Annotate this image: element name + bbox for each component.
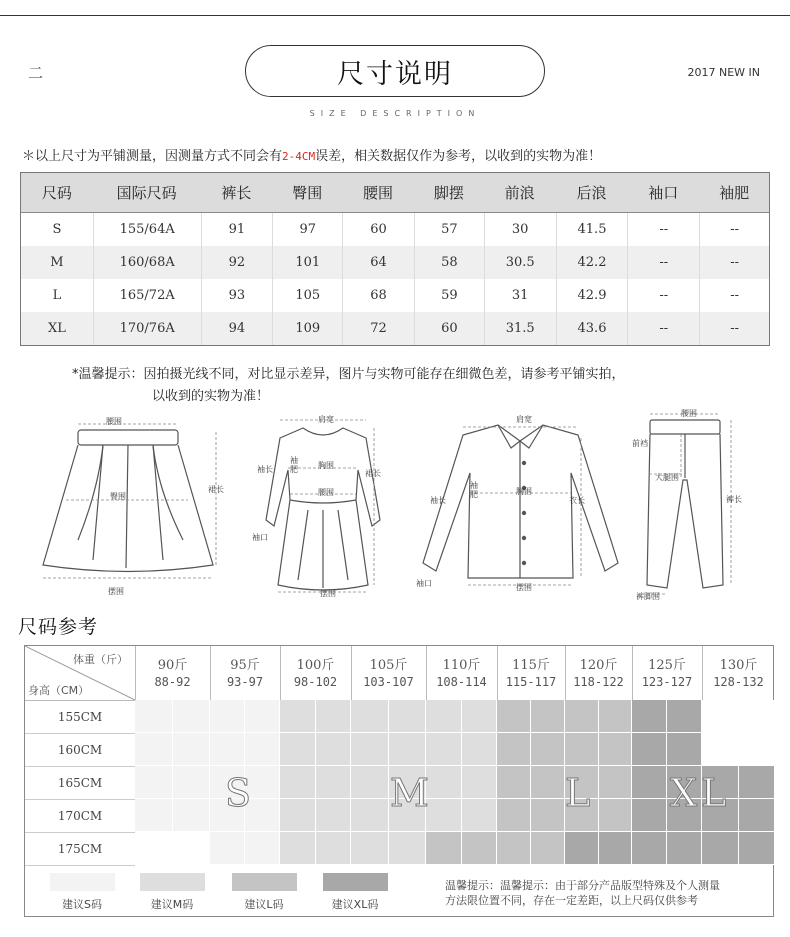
size-table-header-cell: 袖口 xyxy=(648,184,679,202)
note-text-end: 误差，相关数据仅作为参考，以收到的实物为准！ xyxy=(315,149,602,164)
reference-cell xyxy=(426,700,462,733)
reference-cell xyxy=(632,799,667,832)
size-table-cell: 57 xyxy=(414,213,484,246)
size-table-cell: 91 xyxy=(201,213,273,246)
reference-cell xyxy=(245,700,280,733)
size-table-cell: 43.6 xyxy=(556,312,628,345)
reference-cell xyxy=(667,733,702,766)
shirt-shoulder-label: 肩宽 xyxy=(516,415,532,424)
reference-cell xyxy=(280,733,316,766)
reference-cell xyxy=(280,700,316,733)
size-table-body xyxy=(21,213,769,345)
pants-thigh-label: 大腿围 xyxy=(655,473,679,482)
section-number: 二 xyxy=(28,64,44,82)
reference-cell xyxy=(531,733,565,766)
dress-waist-label: 腰围 xyxy=(318,488,334,497)
weight-range: 98-102 xyxy=(293,675,338,689)
size-table-cell: -- xyxy=(627,246,699,279)
dress-shoulder-label: 肩宽 xyxy=(318,415,334,424)
size-reference-heading: 尺码参考 xyxy=(18,616,99,638)
size-table-cell: -- xyxy=(627,213,699,246)
reference-cell xyxy=(531,766,565,799)
reference-cell xyxy=(351,700,389,733)
shirt-sleeve-length-label: 袖长 xyxy=(430,496,446,505)
size-table-cell: 31.5 xyxy=(484,312,556,345)
height-label: 175CM xyxy=(57,842,103,856)
shirt-chest-label: 胸围 xyxy=(516,487,532,496)
size-table-cell: 58 xyxy=(414,246,484,279)
size-letter-s: S xyxy=(225,771,256,815)
reference-cell xyxy=(462,832,498,865)
header-divider xyxy=(632,646,633,700)
pants-length-label: 裤长 xyxy=(726,495,742,504)
reference-cell xyxy=(351,799,389,832)
corner-weight-label: 体重（斤） xyxy=(73,653,128,666)
shirt-cuff-label: 袖口 xyxy=(416,579,432,588)
reference-cell xyxy=(531,700,565,733)
size-letter-l: L xyxy=(565,771,595,815)
pants-diagram xyxy=(635,410,755,600)
weight-label: 125斤 xyxy=(648,658,686,673)
note-text: ＊以上尺寸为平铺测量，因测量方式不同会有 xyxy=(22,149,283,164)
reference-cell xyxy=(316,700,352,733)
size-table-cell: -- xyxy=(627,279,699,312)
dress-hem-label: 摆围 xyxy=(320,589,336,598)
reference-cell xyxy=(497,832,531,865)
size-table-cell: -- xyxy=(699,312,769,345)
reference-cell xyxy=(702,733,739,766)
size-table-cell: 41.5 xyxy=(556,213,628,246)
reference-cell xyxy=(316,766,352,799)
skirt-hem-label: 摆围 xyxy=(108,587,124,596)
size-table-cell: 30.5 xyxy=(484,246,556,279)
reference-cell xyxy=(497,733,531,766)
color-note-line1: *温馨提示：因拍摄光线不同，对比显示差异，图片与实物可能存在细微色差，请参考平铺实拍， xyxy=(72,367,625,382)
reference-cell xyxy=(389,733,427,766)
reference-cell xyxy=(351,832,389,865)
reference-cell xyxy=(667,832,702,865)
size-table-cell: -- xyxy=(699,246,769,279)
size-table-cell: XL xyxy=(47,321,66,336)
reference-cell xyxy=(531,832,565,865)
size-table-header-cell: 国际尺码 xyxy=(116,184,177,202)
skirt-length-label: 裙长 xyxy=(208,485,224,494)
reference-cell xyxy=(462,766,498,799)
page-title: 尺寸说明 xyxy=(245,45,545,97)
legend-swatch xyxy=(232,873,297,891)
reference-cell xyxy=(565,832,599,865)
reference-cell xyxy=(389,700,427,733)
reference-cell xyxy=(632,700,667,733)
size-table-cell: 64 xyxy=(342,246,414,279)
reference-cell xyxy=(497,700,531,733)
size-table-cell: 160/68A xyxy=(93,246,201,279)
size-reference-grid xyxy=(25,646,775,866)
legend-label: 建议S码 xyxy=(62,898,102,911)
year-tag: 2017 NEW IN xyxy=(687,66,760,79)
weight-range: 88-92 xyxy=(154,675,191,689)
height-label: 160CM xyxy=(57,743,103,757)
dress-chest-label: 胸围 xyxy=(318,461,334,470)
reference-cell xyxy=(739,832,776,865)
size-table-cell: S xyxy=(52,222,62,237)
reference-cell xyxy=(739,700,776,733)
size-table-cell: -- xyxy=(699,213,769,246)
dress-diagram xyxy=(248,410,398,600)
reference-cell xyxy=(462,733,498,766)
reference-cell xyxy=(739,799,776,832)
reference-cell xyxy=(599,799,633,832)
reference-cell xyxy=(599,766,633,799)
weight-range: 128-132 xyxy=(713,675,764,689)
weight-label: 115斤 xyxy=(512,658,550,673)
size-table-header-cell: 后浪 xyxy=(576,184,607,202)
weight-label: 120斤 xyxy=(579,658,618,673)
weight-label: 90斤 xyxy=(157,658,188,673)
weight-range: 108-114 xyxy=(436,675,487,689)
size-table-cell: 97 xyxy=(272,213,342,246)
reference-cell xyxy=(702,700,739,733)
reference-cell xyxy=(599,733,633,766)
reference-cell xyxy=(497,766,531,799)
header-divider xyxy=(351,646,352,700)
skirt-waist-label: 腰围 xyxy=(106,417,122,426)
reference-cell xyxy=(280,832,316,865)
weight-label: 100斤 xyxy=(296,658,335,673)
size-table-cell: 155/64A xyxy=(93,213,201,246)
weight-range: 118-122 xyxy=(573,675,624,689)
size-table-header-cell: 袖肥 xyxy=(719,184,750,202)
reference-cell xyxy=(702,832,739,865)
dress-cuff-label: 袖口 xyxy=(252,533,268,542)
reference-cell xyxy=(531,799,565,832)
reference-cell xyxy=(565,733,599,766)
reference-cell xyxy=(245,832,280,865)
legend-label: 建议M码 xyxy=(150,898,194,911)
reference-cell xyxy=(667,700,702,733)
reference-cell xyxy=(462,799,498,832)
reference-cell xyxy=(135,766,173,799)
reference-cell xyxy=(316,799,352,832)
reference-cell xyxy=(210,832,245,865)
size-table-cell: 42.2 xyxy=(556,246,628,279)
size-table-cell: 105 xyxy=(272,279,342,312)
reference-cell xyxy=(280,766,316,799)
size-tip xyxy=(445,878,720,908)
size-table-cell: 170/76A xyxy=(93,312,201,345)
size-table-row xyxy=(21,279,769,312)
weight-label: 105斤 xyxy=(369,658,408,673)
size-table-header-cell: 尺码 xyxy=(41,184,72,202)
reference-cell xyxy=(280,799,316,832)
size-table-cell: 60 xyxy=(342,213,414,246)
height-label: 155CM xyxy=(57,710,103,724)
size-table-cell: 60 xyxy=(414,312,484,345)
reference-cell xyxy=(739,766,776,799)
header-divider xyxy=(210,646,211,700)
corner-height-label: 身高（CM） xyxy=(28,684,90,697)
size-table-cell: 42.9 xyxy=(556,279,628,312)
row-divider xyxy=(25,832,135,833)
size-table-cell: 72 xyxy=(342,312,414,345)
weight-range: 123-127 xyxy=(641,675,693,689)
reference-cell xyxy=(245,733,280,766)
header-divider xyxy=(702,646,703,700)
measurement-note xyxy=(22,145,601,164)
reference-cell xyxy=(462,700,498,733)
size-table-cell: -- xyxy=(699,279,769,312)
reference-cell xyxy=(210,733,245,766)
reference-cell xyxy=(632,766,667,799)
weight-label: 130斤 xyxy=(719,658,758,673)
weight-range: 115-117 xyxy=(505,675,557,689)
size-table-cell: 101 xyxy=(272,246,342,279)
size-letter-xl: XL xyxy=(670,771,731,815)
size-table-cell: 93 xyxy=(201,279,273,312)
reference-cell xyxy=(316,733,352,766)
size-table-cell: L xyxy=(52,288,62,303)
top-divider xyxy=(0,15,790,16)
size-table-cell: 30 xyxy=(484,213,556,246)
weight-label: 95斤 xyxy=(230,658,260,673)
size-table-row xyxy=(21,246,769,279)
shirt-sleeve-width-label: 袖 肥 xyxy=(470,481,478,499)
size-tip-line2: 方法限位置不同，存在一定差距，以上尺码仅供参考 xyxy=(445,894,698,907)
dress-length-label: 裙长 xyxy=(365,469,381,478)
skirt-diagram xyxy=(38,410,228,595)
reference-cell xyxy=(426,733,462,766)
size-reference-chart xyxy=(24,645,774,917)
size-table-cell: M xyxy=(50,255,64,270)
dress-sleeve-width-label: 袖 肥 xyxy=(290,456,298,474)
reference-cell xyxy=(351,766,389,799)
size-table-header xyxy=(21,173,769,213)
legend-swatch xyxy=(50,873,115,891)
reference-cell xyxy=(739,733,776,766)
header-divider xyxy=(565,646,566,700)
row-divider xyxy=(25,766,135,767)
pants-front-rise-label: 前裆 xyxy=(632,439,648,448)
reference-cell xyxy=(210,700,245,733)
size-table-row xyxy=(21,213,769,246)
legend-label: 建议XL码 xyxy=(331,898,379,911)
size-table-cell: 165/72A xyxy=(93,279,201,312)
size-table-cell: 109 xyxy=(272,312,342,345)
size-table-cell: 92 xyxy=(201,246,273,279)
reference-cell xyxy=(173,700,211,733)
header-divider xyxy=(497,646,498,700)
pants-waist-label: 腰围 xyxy=(681,409,697,418)
legend-label: 建议L码 xyxy=(244,898,284,911)
reference-cell xyxy=(135,700,173,733)
size-table-cell: 31 xyxy=(484,279,556,312)
height-label: 170CM xyxy=(57,809,103,823)
size-table-header-cell: 裤长 xyxy=(221,184,252,202)
size-table-cell: -- xyxy=(627,312,699,345)
row-divider xyxy=(25,733,135,734)
page-subtitle: SIZE DESCRIPTION xyxy=(309,109,481,118)
reference-cell xyxy=(135,832,173,865)
reference-cell xyxy=(599,832,633,865)
size-table xyxy=(20,172,770,346)
reference-cell xyxy=(426,832,462,865)
reference-cell xyxy=(173,766,211,799)
reference-cell xyxy=(173,799,211,832)
reference-cell xyxy=(599,700,633,733)
error-range: 2-4CM xyxy=(282,150,316,163)
size-table-cell: 94 xyxy=(201,312,273,345)
color-note-line2: 以收到的实物为准！ xyxy=(152,389,270,404)
garment-illustrations xyxy=(0,405,790,605)
row-divider xyxy=(25,865,135,866)
reference-cell xyxy=(632,733,667,766)
reference-cell xyxy=(316,832,352,865)
reference-cell xyxy=(351,733,389,766)
size-table-row xyxy=(21,312,769,345)
weight-range: 93-97 xyxy=(226,675,264,689)
header-divider xyxy=(280,646,281,700)
size-letter-m: M xyxy=(390,771,433,815)
weight-label: 110斤 xyxy=(442,658,481,673)
height-label: 165CM xyxy=(57,776,103,790)
pants-leg-opening-label: 裤脚围 xyxy=(636,592,660,601)
size-table-cell: 59 xyxy=(414,279,484,312)
size-table-header-cell: 脚摆 xyxy=(433,184,464,202)
row-divider xyxy=(25,799,135,800)
reference-cell xyxy=(173,733,211,766)
size-tip-line1: 温馨提示：温馨提示：由于部分产品版型特殊及个人测量 xyxy=(445,879,720,892)
dress-sleeve-length-label: 袖长 xyxy=(257,465,273,474)
reference-cell xyxy=(389,832,427,865)
reference-cell xyxy=(565,700,599,733)
reference-cell xyxy=(135,733,173,766)
size-table-header-cell: 臀围 xyxy=(292,184,323,202)
reference-cell xyxy=(632,832,667,865)
shirt-hem-label: 摆围 xyxy=(516,583,532,592)
reference-cell xyxy=(135,799,173,832)
color-note xyxy=(72,364,625,408)
size-table-header-cell: 腰围 xyxy=(363,184,394,202)
legend-swatch xyxy=(323,873,388,891)
reference-cell xyxy=(497,799,531,832)
size-table-header-cell: 前浪 xyxy=(504,184,535,202)
skirt-hip-label: 臀围 xyxy=(110,492,126,501)
weight-range: 103-107 xyxy=(363,675,414,689)
reference-cell xyxy=(173,832,211,865)
shirt-length-label: 衣长 xyxy=(569,496,585,505)
header-divider xyxy=(426,646,427,700)
size-table-cell: 68 xyxy=(342,279,414,312)
legend-swatch xyxy=(140,873,205,891)
